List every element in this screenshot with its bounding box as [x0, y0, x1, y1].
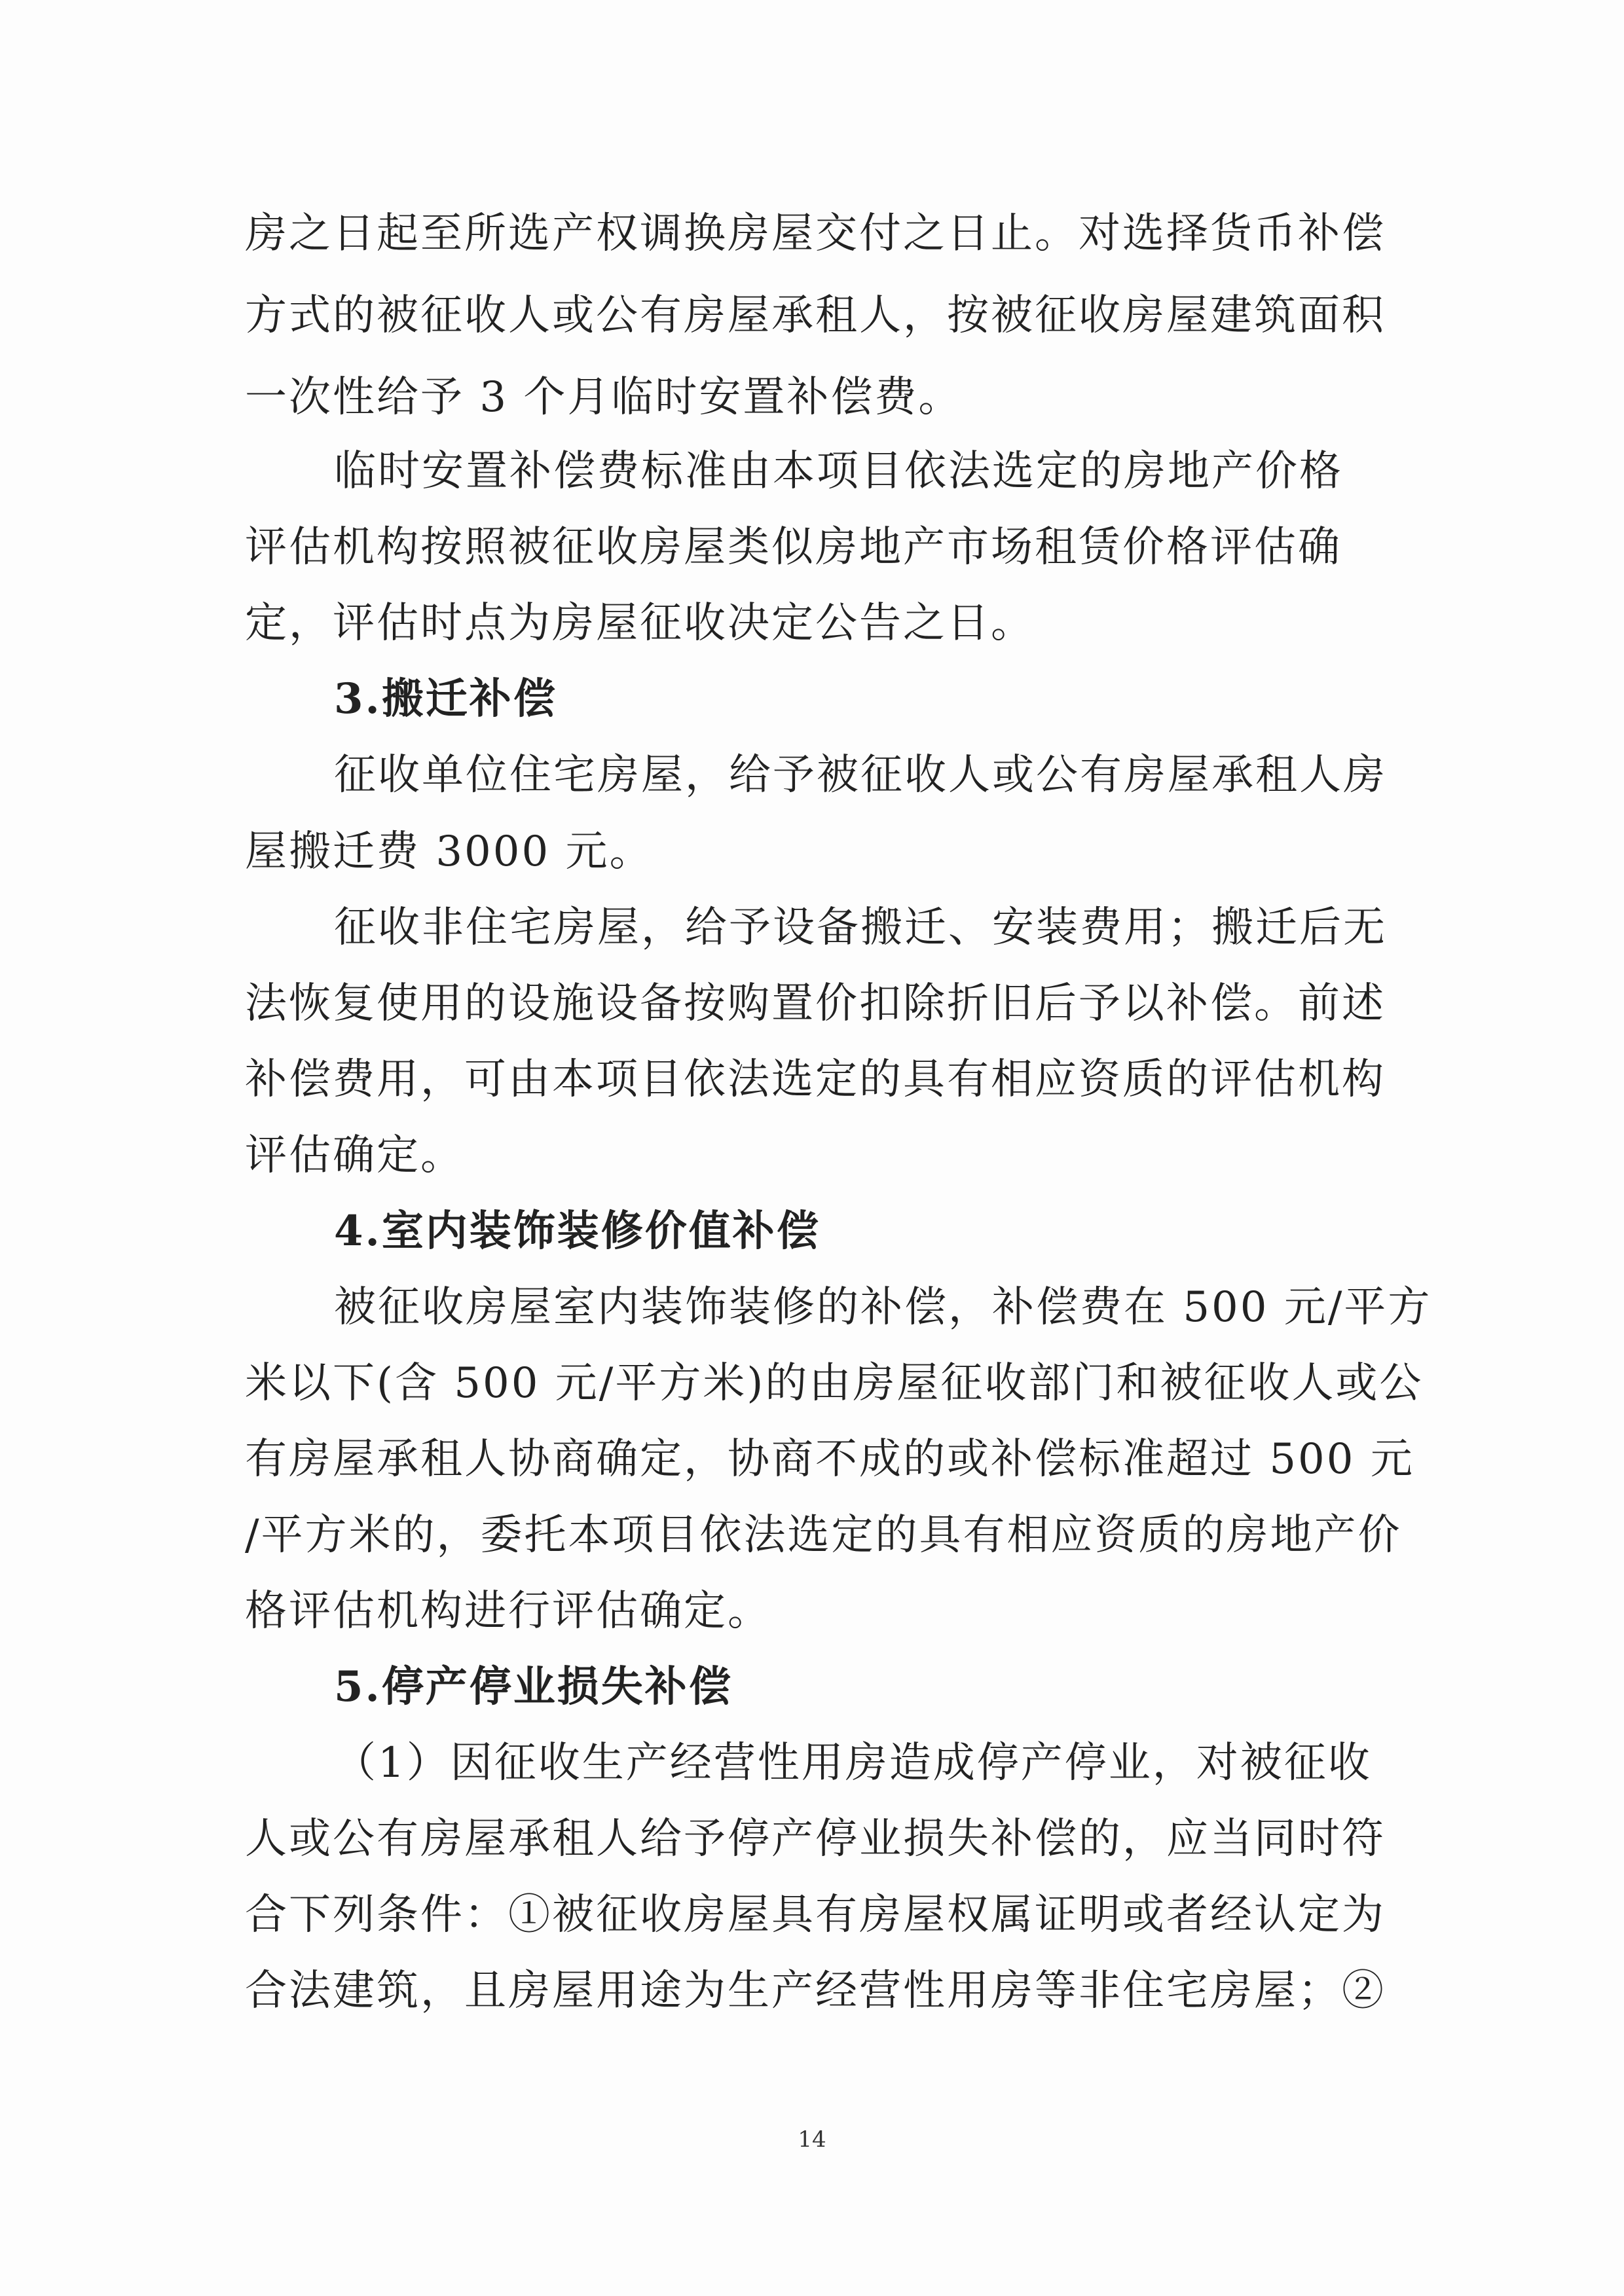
paragraph-line: /平方米的，委托本项目依法选定的具有相应资质的房地产价: [245, 1511, 1402, 1559]
section-heading-4: 4.室内装饰装修价值补偿: [334, 1207, 821, 1256]
paragraph-line: （1）因征收生产经营性用房造成停产停业，对被征收: [334, 1739, 1372, 1787]
paragraph-line: 有房屋承租人协商确定，协商不成的或补偿标准超过 500 元: [245, 1435, 1414, 1484]
paragraph-line: 人或公有房屋承租人给予停产停业损失补偿的，应当同时符: [245, 1815, 1386, 1863]
paragraph-line: 征收单位住宅房屋，给予被征收人或公有房屋承租人房: [334, 751, 1387, 799]
paragraph-line: 征收非住宅房屋，给予设备搬迁、安装费用；搬迁后无: [334, 903, 1387, 952]
page-number: 14: [798, 2126, 826, 2153]
paragraph-line: 米以下(含 500 元/平方米)的由房屋征收部门和被征收人或公: [245, 1359, 1424, 1408]
paragraph-line: 被征收房屋室内装饰装修的补偿，补偿费在 500 元/平方: [334, 1283, 1432, 1332]
paragraph-line: 合法建筑，且房屋用途为生产经营性用房等非住宅房屋；②: [245, 1967, 1386, 2015]
paragraph-line: 格评估机构进行评估确定。: [245, 1587, 771, 1635]
paragraph-line: 补偿费用，可由本项目依法选定的具有相应资质的评估机构: [245, 1055, 1386, 1104]
section-heading-5: 5.停产停业损失补偿: [334, 1662, 733, 1711]
paragraph-line: 定，评估时点为房屋征收决定公告之日。: [245, 599, 1035, 647]
paragraph-line: 评估机构按照被征收房屋类似房地产市场租赁价格评估确: [245, 523, 1342, 572]
paragraph-line: 合下列条件：①被征收房屋具有房屋权属证明或者经认定为: [245, 1891, 1386, 1939]
paragraph-line: 一次性给予 3 个月临时安置补偿费。: [245, 373, 963, 422]
paragraph-line: 房之日起至所选产权调换房屋交付之日止。对选择货币补偿: [245, 210, 1386, 258]
section-heading-3: 3.搬迁补偿: [334, 674, 557, 723]
paragraph-line: 临时安置补偿费标准由本项目依法选定的房地产价格: [334, 447, 1343, 496]
paragraph-line: 评估确定。: [245, 1131, 464, 1180]
paragraph-line: 屋搬迁费 3000 元。: [245, 828, 654, 876]
paragraph-line: 法恢复使用的设施设备按购置价扣除折旧后予以补偿。前述: [245, 979, 1386, 1028]
paragraph-line: 方式的被征收人或公有房屋承租人，按被征收房屋建筑面积: [245, 291, 1386, 340]
